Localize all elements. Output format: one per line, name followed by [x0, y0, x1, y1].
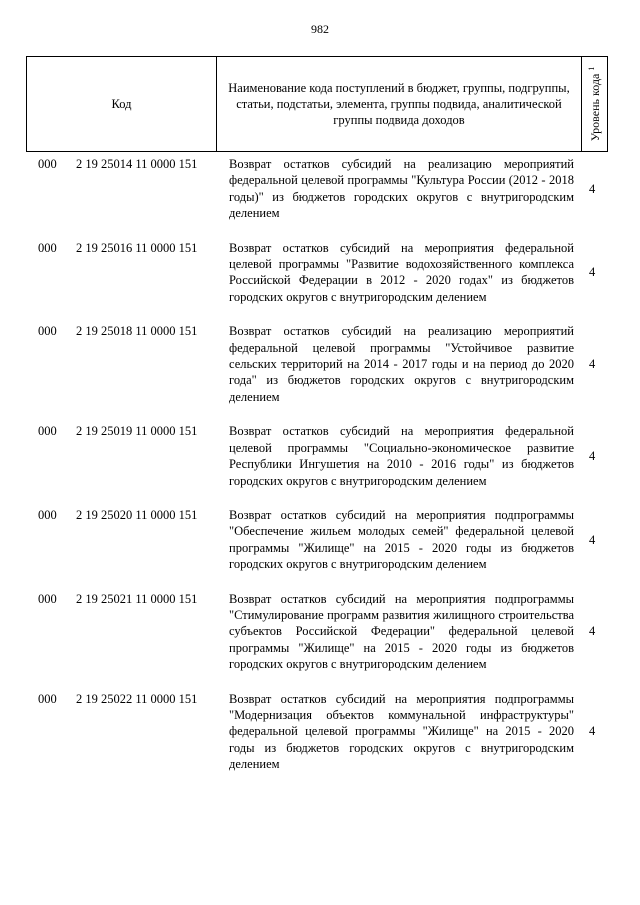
row-code: 2 19 25020 11 0000 151 — [76, 507, 198, 522]
table-body — [26, 156, 608, 791]
row-level: 4 — [589, 181, 596, 196]
row-code: 2 19 25014 11 0000 151 — [76, 157, 198, 171]
row-name: Возврат остатков субсидий на реализацию мероприятий федеральной целевой программы "Устойчивое развитие сельских территорий на 2014 - 2017 годы и на период до 2020 года" из бюджетов городских округов с внутригородским делением — [229, 324, 574, 404]
row-level: 4 — [589, 532, 596, 547]
header-code: Код — [27, 57, 217, 151]
row-prefix: 000 — [38, 424, 57, 439]
row-name: Возврат остатков субсидий на мероприятия подпрограммы "Модернизация объектов коммунальной инфраструктуры" федеральной целевой программы "Жилище" на 2015 - 2020 годы из бюджетов городских округов с внутригородским делением — [229, 691, 574, 772]
table-row — [26, 240, 608, 306]
row-code: 2 19 25016 11 0000 151 — [76, 240, 198, 255]
header-name: Наименование кода поступлений в бюджет, группы, подгруппы, статьи, подстатьи, элемента, группы подвида, аналитической группы подвида доходов — [217, 57, 582, 151]
table-row — [26, 323, 608, 405]
page-number: 982 — [311, 22, 329, 36]
row-level: 4 — [589, 724, 596, 739]
row-name: Возврат остатков субсидий на мероприятия подпрограммы "Обеспечение жильем молодых семей" федеральной целевой программы "Жилище" на 2015 - 2020 годы из бюджетов городских округов с внутригородским делением — [229, 507, 574, 572]
table-row — [26, 156, 608, 222]
header-level — [582, 57, 608, 151]
row-level: 4 — [589, 624, 596, 639]
table-header — [26, 56, 608, 152]
header-level-label — [587, 67, 603, 142]
row-name: Возврат остатков субсидий на мероприятия подпрограммы "Стимулирование программ развития жилищного строительства субъектов Российской Федерации" федеральной целевой программы "Жилище" на 2015 - 2020 годы из бюджетов городских округов с внутригородским делением — [229, 591, 574, 672]
row-prefix: 000 — [38, 591, 57, 606]
header-level-text: Уровень кода — [588, 73, 602, 142]
row-name: Возврат остатков субсидий на мероприятия федеральной целевой программы "Социально-экономическое развитие Республики Ингушетия на 2010 - 2016 годы" из бюджетов городских округов с внутригородским делением — [229, 424, 574, 488]
table-row — [26, 691, 608, 773]
row-prefix: 000 — [38, 507, 57, 522]
row-code: 2 19 25021 11 0000 151 — [76, 591, 198, 606]
row-prefix: 000 — [38, 240, 57, 255]
table-row — [26, 507, 608, 573]
row-level: 4 — [589, 357, 596, 372]
row-prefix: 000 — [38, 157, 57, 171]
row-prefix: 000 — [38, 691, 57, 706]
row-prefix: 000 — [38, 324, 57, 339]
row-level: 4 — [589, 265, 596, 280]
row-name: Возврат остатков субсидий на мероприятия федеральной целевой программы "Развитие водохозяйственного комплекса Российской Федерации в 2012 - 2020 годах" из бюджетов городских округов с внутригородским делением — [229, 240, 574, 304]
row-code: 2 19 25019 11 0000 151 — [76, 424, 198, 439]
table-row — [26, 591, 608, 673]
row-name: Возврат остатков субсидий на реализацию мероприятий федеральной целевой программы "Культура России (2012 - 2018 годы)" из бюджетов городских округов с внутригородским делением — [229, 157, 574, 221]
table-row — [26, 423, 608, 489]
row-code: 2 19 25022 11 0000 151 — [76, 691, 198, 706]
row-level: 4 — [589, 448, 596, 463]
header-level-footnote: 1 — [587, 66, 596, 71]
row-code: 2 19 25018 11 0000 151 — [76, 324, 198, 339]
